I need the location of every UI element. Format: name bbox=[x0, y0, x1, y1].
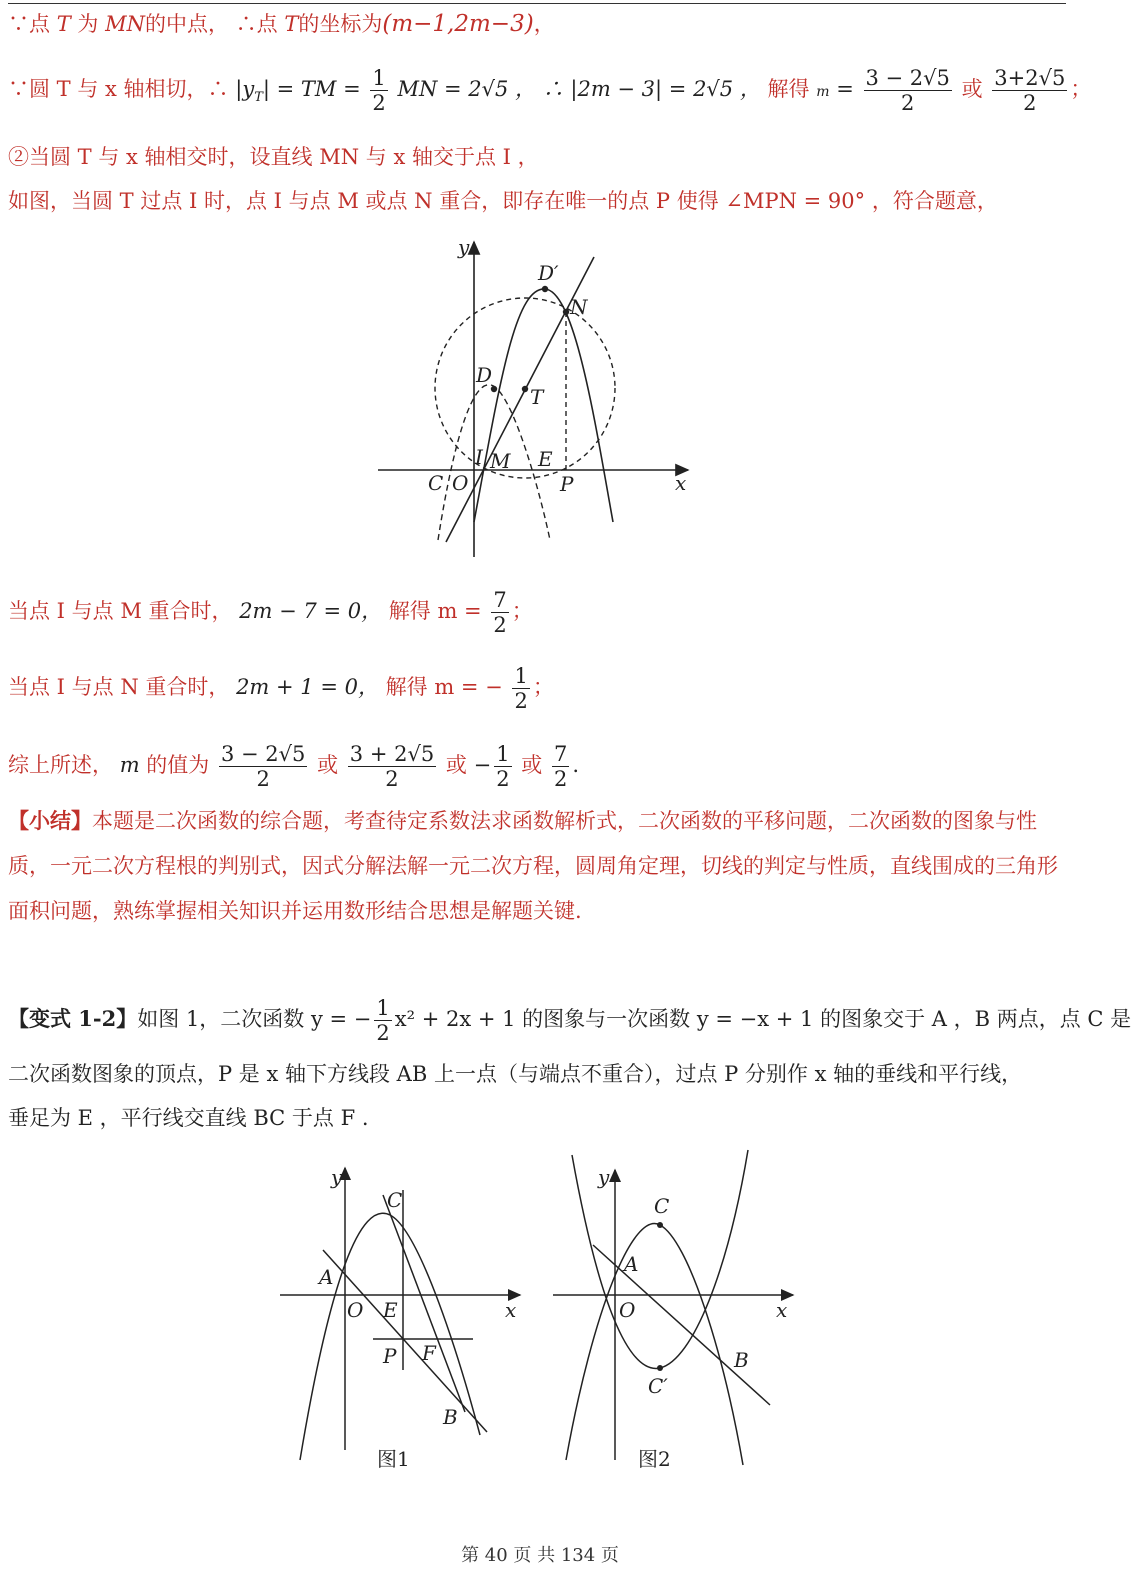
summary-paragraph: 【小结】本题是二次函数的综合题，考查待定系数法求函数解析式，二次函数的平移问题，二次函数的图象与性质，一元二次方程根的判别式，因式分解法解一元二次方程，圆周角定理，切线的判定与性质，直线围成的三角形面积问题，熟练掌握相关知识并运用数形结合思想是解题关键. bbox=[8, 808, 1058, 923]
solution-line-3: ②当圆 T 与 x 轴相交时，设直线 MN 与 x 轴交于点 I ， bbox=[8, 145, 539, 169]
page-footer: 第 40 页 共 134 页 bbox=[461, 1545, 619, 1566]
fig1-caption: 图1 bbox=[377, 1447, 410, 1471]
variant-line-1: 【变式 1-2】如图 1，二次函数 y = − $\frac{1}{2}$ x² + 2x + 1 的图象与一次函数 y = −x + 1 的图象交于 A ，B 两点，点 C 是 bbox=[8, 996, 1131, 1045]
label-D-prime: D′ bbox=[538, 261, 559, 285]
fig2-point-C bbox=[657, 1222, 663, 1228]
point-D-prime bbox=[542, 286, 548, 292]
fig2-label-y: y bbox=[598, 1165, 610, 1189]
fig1-label-O: O bbox=[347, 1298, 364, 1322]
figure-1 bbox=[275, 1160, 535, 1480]
circle-parabola-figure bbox=[370, 232, 700, 562]
summary-tag: 【小结】 bbox=[8, 808, 92, 833]
fig2-label-x: x bbox=[776, 1298, 788, 1322]
fig2-parabola-C bbox=[566, 1224, 743, 1465]
solution-line-4: 如图，当圆 T 过点 I 时，点 I 与点 M 或点 N 重合，即存在唯一的点 P 使得 ∠MPN = 90° ，符合题意， bbox=[8, 189, 998, 213]
label-C: C bbox=[428, 471, 444, 495]
fraction-solution-2: $\frac{3+2√5}{2}$ bbox=[994, 66, 1066, 115]
solution-line-2: ∵圆 T 与 x 轴相切，∴ $|y_T|$ = TM = $\frac{1}{2}$ MN = 2√5 ， ∴ |2m − 3| = 2√5 ， 解得 m = $\frac{3 - 2√5}{2}$ 或 $\frac{3+2√5}{2}$ ； bbox=[8, 66, 1092, 115]
fig1-label-A: A bbox=[319, 1265, 334, 1289]
fig1-label-C: C bbox=[387, 1188, 403, 1212]
fig1-label-F: F bbox=[422, 1341, 436, 1365]
therefore-symbol: ∴ bbox=[235, 12, 257, 36]
parabola-solid bbox=[474, 289, 613, 522]
fraction-solution-1: $\frac{3 - 2√5}{2}$ bbox=[865, 66, 950, 115]
fraction-neg-half-coef: $\frac{1}{2}$ bbox=[376, 996, 390, 1045]
label-D: D bbox=[476, 363, 493, 387]
solution-line-5: 当点 I 与点 M 重合时， 2m − 7 = 0， 解得 m = $\frac{7}{2}$ ； bbox=[8, 588, 533, 637]
label-x: x bbox=[675, 471, 687, 495]
fig1-label-y: y bbox=[331, 1165, 343, 1189]
fig2-label-C-prime: C′ bbox=[648, 1374, 668, 1398]
fraction-seven-halves: $\frac{7}{2}$ bbox=[493, 588, 507, 637]
label-y: y bbox=[458, 235, 470, 259]
label-P: P bbox=[560, 472, 574, 496]
label-T: T bbox=[530, 385, 544, 409]
fig1-label-B: B bbox=[443, 1405, 458, 1429]
fraction-neg-half: $\frac{1}{2}$ bbox=[514, 664, 528, 713]
fig2-label-O: O bbox=[619, 1298, 636, 1322]
figure-2 bbox=[548, 1150, 808, 1480]
label-O: O bbox=[452, 471, 469, 495]
label-M: M bbox=[490, 449, 511, 473]
fraction-half: $\frac{1}{2}$ bbox=[372, 66, 386, 115]
label-N: N bbox=[570, 295, 588, 319]
fig2-line-AB bbox=[593, 1245, 770, 1405]
label-E: E bbox=[538, 447, 553, 471]
point-N bbox=[563, 309, 569, 315]
label-I: I bbox=[475, 445, 483, 469]
fig2-label-C: C bbox=[654, 1194, 670, 1218]
solution-line-7: 综上所述， m 的值为 $\frac{3 - 2√5}{2}$ 或 $\frac{3 + 2√5}{2}$ 或 − $\frac{1}{2}$ 或 $\frac{7}{2}$ . bbox=[8, 742, 579, 791]
fig2-caption: 图2 bbox=[638, 1447, 671, 1471]
because-symbol: ∵ bbox=[8, 12, 29, 36]
solution-line-6: 当点 I 与点 N 重合时， 2m + 1 = 0， 解得 m = − $\frac{1}{2}$ ； bbox=[8, 664, 554, 713]
fig1-label-E: E bbox=[383, 1298, 398, 1322]
point-T bbox=[522, 386, 528, 392]
fig2-label-A: A bbox=[624, 1252, 639, 1276]
top-rule bbox=[8, 3, 1066, 4]
solution-line-1: ∵点 T 为 MN的中点， ∴点 T的坐标为(m−1,2m−3)， bbox=[8, 11, 555, 37]
variant-line-3: 垂足为 E ，平行线交直线 BC 于点 F . bbox=[8, 1106, 369, 1130]
variant-line-2: 二次函数图象的顶点，P 是 x 轴下方线段 AB 上一点（与端点不重合），过点 P 分别作 x 轴的垂线和平行线， bbox=[8, 1062, 1023, 1086]
fig1-label-P: P bbox=[383, 1344, 397, 1368]
coordinate-expression: (m−1,2m−3) bbox=[382, 11, 534, 37]
fig2-point-C-prime bbox=[657, 1365, 663, 1371]
variant-tag: 【变式 1-2】 bbox=[8, 1006, 138, 1031]
fig2-label-B: B bbox=[734, 1348, 749, 1372]
fig1-label-x: x bbox=[505, 1298, 517, 1322]
